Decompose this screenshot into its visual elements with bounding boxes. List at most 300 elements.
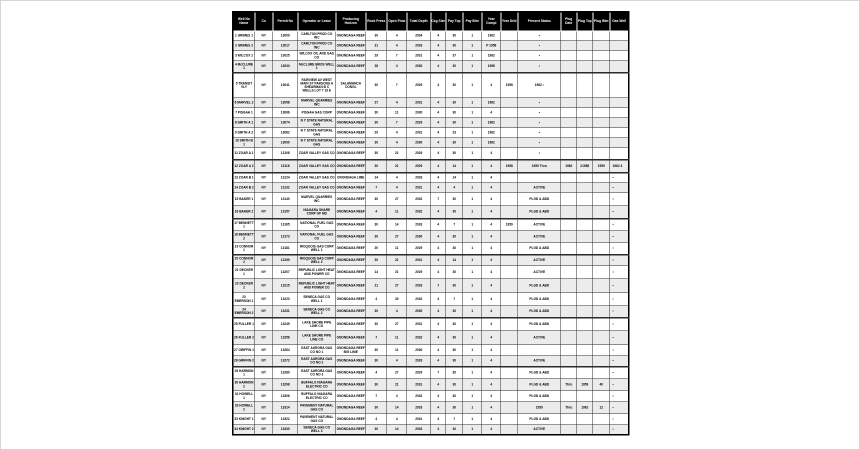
table-cell: 13330 — [273, 425, 298, 435]
table-cell: 4 — [431, 98, 446, 108]
table-cell: 16 BAKER 2 — [233, 206, 255, 219]
table-cell: 4 — [431, 31, 446, 41]
table-cell: 4 — [431, 414, 446, 425]
header-cell: Plug Top — [577, 12, 593, 31]
table-cell: ONONDAGA REEF — [336, 31, 366, 41]
table-cell: NY — [255, 219, 273, 231]
table-cell: 30 — [446, 206, 463, 219]
table-cell: 30 — [366, 402, 387, 414]
table-cell: 28 GRIFFIN 2 — [233, 356, 255, 367]
table-cell: 2033 — [407, 41, 431, 51]
header-cell: Year Compl — [482, 12, 501, 31]
table-row — [233, 193, 629, 206]
table-cell — [501, 306, 518, 318]
table-cell — [577, 219, 593, 231]
table-cell — [577, 255, 593, 266]
table-cell: 19 CONNOR 1 — [233, 243, 255, 255]
table-cell: 1 — [463, 160, 482, 173]
table-cell: 30 — [446, 41, 463, 51]
table-cell: 2029 — [407, 243, 431, 255]
table-cell — [561, 318, 577, 331]
table-cell — [561, 266, 577, 279]
table-cell: 4 — [482, 306, 501, 318]
table-cell: NY — [255, 173, 273, 183]
table-cell — [501, 255, 518, 266]
table-cell: 2031 — [407, 255, 431, 266]
table-cell: 24 EMERSON 2 — [233, 306, 255, 318]
table-cell — [577, 98, 593, 108]
table-cell: NY — [255, 379, 273, 391]
table-cell: 13249 — [273, 318, 298, 331]
table-cell: 30 — [366, 73, 387, 98]
table-cell — [561, 108, 577, 118]
table-cell: 14 — [366, 266, 387, 279]
table-cell: 4 — [431, 318, 446, 331]
table-cell: EAST AURORA GAS CO NO 3 — [298, 367, 336, 379]
table-cell — [561, 61, 577, 73]
table-cell: 1 — [463, 148, 482, 160]
table-cell: 2032 — [407, 206, 431, 219]
table-cell: PLGD & ABD — [518, 293, 561, 306]
table-cell: 4 — [366, 293, 387, 306]
table-cell: • — [610, 279, 629, 293]
table-cell — [501, 118, 518, 128]
table-cell: 21958 — [577, 160, 593, 173]
table-cell: 30 — [366, 231, 387, 243]
table-cell — [561, 98, 577, 108]
table-cell: 2030 — [407, 231, 431, 243]
table-cell: 13298 — [273, 379, 298, 391]
table-cell — [577, 173, 593, 183]
table-row — [233, 148, 629, 160]
table-cell: 4 — [431, 128, 446, 138]
table-cell: 30 — [446, 266, 463, 279]
header-cell: Csg Size — [431, 12, 446, 31]
table-cell — [593, 266, 610, 279]
table-cell: • — [610, 356, 629, 367]
table-cell: 4 — [431, 402, 446, 414]
table-cell — [577, 193, 593, 206]
table-cell: 1 — [463, 379, 482, 391]
table-cell — [593, 118, 610, 128]
table-cell: NY — [255, 266, 273, 279]
table-cell: 1962 — [482, 118, 501, 128]
table-cell — [561, 128, 577, 138]
table-cell: 30 — [446, 367, 463, 379]
table-cell: PAVEMENT NATURAL GAS CO — [298, 402, 336, 414]
table-cell: 4 — [431, 356, 446, 367]
table-cell: N Y STATE NATURAL GAS — [298, 138, 336, 148]
table-cell: 2030 — [407, 345, 431, 356]
table-cell — [501, 367, 518, 379]
table-cell: 4 — [387, 61, 407, 73]
table-cell — [561, 331, 577, 345]
table-cell: ONONDAGA REEF — [336, 379, 366, 391]
table-cell — [577, 414, 593, 425]
table-cell — [593, 345, 610, 356]
table-cell: 1 — [463, 402, 482, 414]
table-cell: • — [518, 118, 561, 128]
table-cell: 27 — [387, 231, 407, 243]
table-cell: 1958 — [501, 160, 518, 173]
table-cell: 29 HARMON 1 — [233, 367, 255, 379]
table-cell — [577, 306, 593, 318]
table-row — [233, 425, 629, 435]
table-cell: 1 — [463, 206, 482, 219]
table-cell: 4 — [482, 266, 501, 279]
table-cell — [501, 279, 518, 293]
table-cell: NY — [255, 243, 273, 255]
table-cell: 1 — [463, 279, 482, 293]
table-cell — [577, 41, 593, 51]
table-cell: • — [518, 138, 561, 148]
table-cell — [593, 356, 610, 367]
table-cell: 13314 — [273, 402, 298, 414]
table-cell: 4 — [482, 367, 501, 379]
table-cell: 30 — [446, 31, 463, 41]
table-cell: 1 — [463, 51, 482, 61]
table-cell: 1 — [463, 318, 482, 331]
table-cell: 4 — [431, 108, 446, 118]
table-cell — [593, 41, 610, 51]
table-cell: NY — [255, 206, 273, 219]
table-cell: 30 — [446, 379, 463, 391]
table-cell: 4 — [387, 391, 407, 402]
table-cell — [593, 108, 610, 118]
table-cell: 30 — [446, 279, 463, 293]
table-cell: ONONDAGA REEF — [336, 425, 366, 435]
table-cell: 18 BENNETT 2 — [233, 231, 255, 243]
table-cell: 1962 — [482, 128, 501, 138]
table-row — [233, 173, 629, 183]
table-cell — [501, 379, 518, 391]
table-cell: ONONDAGA REEF — [336, 279, 366, 293]
table-cell: 1 — [463, 41, 482, 51]
table-cell: PLGD & ABD — [518, 206, 561, 219]
table-cell: ONONDAGA REEF — [336, 219, 366, 231]
table-cell: NY — [255, 118, 273, 128]
table-cell: 1 — [463, 425, 482, 435]
table-cell — [561, 206, 577, 219]
table-row — [233, 367, 629, 379]
table-cell: NY — [255, 306, 273, 318]
table-cell: 11 — [387, 206, 407, 219]
table-cell — [593, 219, 610, 231]
table-cell: 13082 — [273, 128, 298, 138]
table-cell: 14 — [446, 255, 463, 266]
table-cell — [561, 243, 577, 255]
table-cell: NY — [255, 402, 273, 414]
table-row — [233, 266, 629, 279]
table-cell: 11 ZOAR A 1 — [233, 148, 255, 160]
table-cell: 27 — [387, 367, 407, 379]
table-cell — [561, 255, 577, 266]
table-cell — [593, 331, 610, 345]
table-cell: ONONDAGA REEF — [336, 266, 366, 279]
table-cell — [577, 293, 593, 306]
table-cell: 4 — [482, 379, 501, 391]
table-cell: 4 — [387, 98, 407, 108]
table-cell — [593, 31, 610, 41]
table-cell — [501, 183, 518, 193]
table-cell — [593, 279, 610, 293]
table-cell: 1 — [463, 266, 482, 279]
table-cell: 4 — [482, 206, 501, 219]
table-cell: 4 — [482, 193, 501, 206]
table-cell: 1962 — [577, 402, 593, 414]
table-cell: 1 — [463, 98, 482, 108]
table-cell: ACTIVE — [518, 231, 561, 243]
table-cell: 30 — [446, 306, 463, 318]
table-cell: 1 — [463, 128, 482, 138]
table-cell: 7 — [431, 279, 446, 293]
table-cell — [561, 138, 577, 148]
table-cell — [577, 356, 593, 367]
table-cell — [577, 231, 593, 243]
table-cell: 28 — [366, 61, 387, 73]
table-cell: 4 — [482, 345, 501, 356]
table-cell: 1 — [463, 61, 482, 73]
table-cell: 2030 — [407, 138, 431, 148]
table-cell: 4 — [431, 73, 446, 98]
table-row — [233, 356, 629, 367]
table-cell: REPUBLIC LIGHT HEAT AND POWER CO — [298, 266, 336, 279]
table-cell: 4 — [482, 243, 501, 255]
table-cell — [561, 219, 577, 231]
table-cell: ONONDAGA REEF — [336, 41, 366, 51]
table-cell: 5 TRANSIT VLY — [233, 73, 255, 98]
table-cell: 13025 — [273, 51, 298, 61]
table-cell: 1 — [463, 255, 482, 266]
table-cell: 4 — [482, 414, 501, 425]
table-cell — [518, 345, 561, 356]
table-cell: 30 — [446, 193, 463, 206]
table-cell: 14 ZOAR B 2 — [233, 183, 255, 193]
table-cell: 4 — [431, 41, 446, 51]
table-cell — [610, 128, 629, 138]
table-row — [233, 73, 629, 98]
table-cell: FAIRVIEW AV WEST MAIN ST PARSONS A SHEARMAN B C WELLS LOT 7 19 E — [298, 73, 336, 98]
table-cell — [561, 31, 577, 41]
table-cell: ONONDAGA REEF — [336, 51, 366, 61]
table-cell: 13306 — [273, 391, 298, 402]
table-cell — [561, 367, 577, 379]
table-cell: 4 — [431, 51, 446, 61]
table-cell: 7 — [387, 51, 407, 61]
table-cell: 1 — [463, 231, 482, 243]
table-cell: NY — [255, 51, 273, 61]
table-cell: • — [610, 206, 629, 219]
table-cell: 4 — [431, 148, 446, 160]
header-cell: Pay Top — [446, 12, 463, 31]
table-cell: ONONDAGA REEF — [336, 402, 366, 414]
table-cell: 2031 — [407, 414, 431, 425]
table-cell: 10 SMITH B 1 — [233, 138, 255, 148]
table-cell: 7 — [446, 219, 463, 231]
table-row — [233, 402, 629, 414]
header-cell: Well No Name — [233, 12, 255, 31]
table-cell: 30 — [446, 98, 463, 108]
table-cell: 21 — [387, 148, 407, 160]
table-cell: • — [518, 31, 561, 41]
table-cell: ACTIVE — [518, 183, 561, 193]
well-record-table-wrapper — [232, 11, 628, 436]
table-cell — [561, 118, 577, 128]
table-cell: EAST AURORA GAS CO NO 2 — [298, 356, 336, 367]
table-cell: 21 — [387, 266, 407, 279]
table-cell: • — [610, 425, 629, 435]
table-cell — [577, 61, 593, 73]
table-cell: NY — [255, 160, 273, 173]
table-cell: 13223 — [273, 293, 298, 306]
table-cell: McCLURE BROS WELL 1 — [298, 61, 336, 73]
table-cell: 2033 — [407, 356, 431, 367]
table-cell: 21 DECKER 1 — [233, 266, 255, 279]
table-cell: 14 — [387, 425, 407, 435]
table-cell: • — [518, 41, 561, 51]
table-cell: 32 HOWELL 2 — [233, 402, 255, 414]
table-row — [233, 128, 629, 138]
table-cell: • — [610, 243, 629, 255]
table-cell: CARLTON PROD CO INC — [298, 41, 336, 51]
table-cell: 30 — [366, 31, 387, 41]
table-cell: 4 — [482, 148, 501, 160]
table-cell: ONONDAGA LIME — [336, 173, 366, 183]
table-cell — [501, 402, 518, 414]
table-cell: 1958 — [482, 61, 501, 73]
table-cell: 1 — [463, 219, 482, 231]
table-cell: 9 SMITH A 2 — [233, 128, 255, 138]
table-cell: 13033 — [273, 61, 298, 73]
table-cell: 2030 — [407, 61, 431, 73]
table-cell: PLGD & ABD — [518, 367, 561, 379]
table-cell — [610, 41, 629, 51]
table-cell: 4 — [482, 108, 501, 118]
table-cell: 1959 Thru — [518, 160, 561, 173]
table-cell — [561, 356, 577, 367]
table-cell: NY — [255, 345, 273, 356]
table-cell — [501, 345, 518, 356]
table-cell: ONONDAGA REEF — [336, 98, 366, 108]
table-cell: 13017 — [273, 41, 298, 51]
table-cell — [593, 73, 610, 98]
table-cell — [593, 173, 610, 183]
table-cell: 1962 — [482, 138, 501, 148]
table-cell — [593, 243, 610, 255]
table-cell: • — [518, 51, 561, 61]
table-cell: • — [518, 61, 561, 73]
table-cell: • — [610, 231, 629, 243]
table-cell: 4 — [431, 183, 446, 193]
table-cell — [577, 206, 593, 219]
table-cell: PLGD & ABD — [518, 279, 561, 293]
table-cell — [561, 306, 577, 318]
table-cell: ONONDAGA REEF — [336, 183, 366, 193]
table-cell: 1962 — [482, 51, 501, 61]
table-cell: 4 — [482, 318, 501, 331]
table-cell — [593, 306, 610, 318]
table-row — [233, 279, 629, 293]
table-cell — [518, 173, 561, 183]
header-cell: Total Depth — [407, 12, 431, 31]
table-cell — [501, 128, 518, 138]
table-cell: 13074 — [273, 118, 298, 128]
table-cell: ONONDAGA REEF — [336, 306, 366, 318]
table-cell: 7 — [387, 118, 407, 128]
table-cell — [610, 98, 629, 108]
table-cell: 2032 — [407, 293, 431, 306]
table-row — [233, 345, 629, 356]
table-row — [233, 293, 629, 306]
table-cell: SENECA GAS CO WELL 3 — [298, 425, 336, 435]
table-cell — [593, 138, 610, 148]
table-cell: 13256 — [273, 331, 298, 345]
table-cell: PLGD & ABD — [518, 193, 561, 206]
table-cell: 30 — [446, 318, 463, 331]
table-cell: 2031 — [407, 379, 431, 391]
table-cell: 4 — [366, 414, 387, 425]
table-cell: PLGD & ABD — [518, 379, 561, 391]
table-cell — [501, 425, 518, 435]
table-cell: ONONDAGA REEF — [336, 148, 366, 160]
table-cell: 25 FULLER 1 — [233, 318, 255, 331]
table-cell — [501, 293, 518, 306]
table-cell: 4 — [387, 41, 407, 51]
header-cell: Plug Date — [561, 12, 577, 31]
table-cell: NY — [255, 391, 273, 402]
table-cell — [593, 206, 610, 219]
table-cell: 13132 — [273, 183, 298, 193]
table-cell: 4 — [387, 173, 407, 183]
table-cell: 30 — [446, 138, 463, 148]
table-cell: ONONDAGA REEF — [336, 391, 366, 402]
table-cell: 13 ZOAR B 1 — [233, 173, 255, 183]
header-cell: Open Flow — [387, 12, 407, 31]
table-cell: SENECA GAS CO WELL 2 — [298, 306, 336, 318]
table-cell: PLGD & ABD — [518, 391, 561, 402]
table-cell: 30 — [446, 391, 463, 402]
table-cell: • — [610, 367, 629, 379]
table-cell: 30 — [366, 306, 387, 318]
table-cell: P 1958 — [482, 41, 501, 51]
table-cell — [610, 51, 629, 61]
table-cell: NY — [255, 148, 273, 160]
table-cell: 40 — [593, 379, 610, 391]
table-cell: ONONDAGA REEF — [336, 61, 366, 73]
table-cell: 2033 — [407, 279, 431, 293]
table-cell — [577, 391, 593, 402]
table-cell: • — [610, 293, 629, 306]
table-cell: 31 HOWELL 1 — [233, 391, 255, 402]
table-cell — [561, 193, 577, 206]
table-cell: ONONDAGA REEF — [336, 160, 366, 173]
table-cell: • — [610, 306, 629, 318]
table-cell: 1959 — [518, 402, 561, 414]
table-cell: 30 — [446, 402, 463, 414]
table-cell: 1 — [463, 367, 482, 379]
table-cell: PLGD & ABD — [518, 243, 561, 255]
table-cell: • — [610, 266, 629, 279]
table-cell: NY — [255, 61, 273, 73]
table-cell: 7 PISGAH 1 — [233, 108, 255, 118]
table-cell: 1 — [463, 183, 482, 193]
table-cell: 1 — [463, 306, 482, 318]
table-cell: 13066 — [273, 108, 298, 118]
table-cell — [577, 318, 593, 331]
table-cell: SALAMANCA CONGL — [336, 73, 366, 98]
table-cell: 2030 — [407, 306, 431, 318]
table-cell: 11 — [387, 331, 407, 345]
